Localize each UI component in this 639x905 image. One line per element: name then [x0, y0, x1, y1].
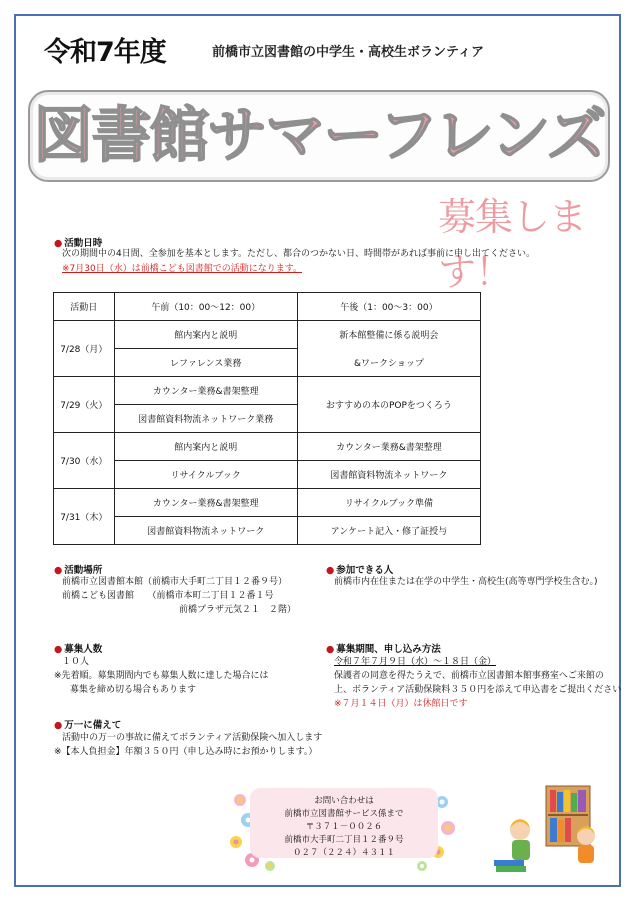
contact-line: 〒３７１－００２６: [305, 822, 383, 832]
date-cell: 7/29（火）: [54, 377, 115, 433]
activity-date-note: ※7月30日（水）は前橋こども図書館での活動になります。: [62, 264, 303, 274]
am-cell: 館内案内と説明: [114, 433, 297, 461]
bullet-icon: ●: [54, 720, 63, 731]
place-line: 前橋プラザ元気２１ ２階）: [179, 605, 297, 615]
eligible-heading-text: 参加できる人: [336, 565, 394, 576]
place-line: 前橋市立図書館本館（前橋市大手町二丁目１２番９号）: [62, 577, 288, 587]
insurance-heading: [54, 717, 121, 731]
activity-date-text: 次の期間中の4日間、全参加を基本とします。ただし、都合のつかない日、時間帯があれば事前に申し出てください。: [62, 249, 536, 259]
pm-cell: リサイクルブック準備: [297, 489, 480, 517]
date-cell: 7/28（月）: [54, 321, 115, 377]
capacity-count: １０人: [62, 657, 90, 667]
place-line: 前橋こども図書館 （前橋市本町二丁目１２番１号: [62, 591, 274, 601]
insurance-text: 活動中の万一の事故に備えてボランティア活動保険へ加入します: [62, 733, 323, 743]
bullet-icon: ●: [54, 644, 63, 655]
apply-heading-text: 募集期間、申し込み方法: [336, 644, 441, 655]
table-row: [54, 433, 481, 461]
pm-cell: カウンター業務&書架整理: [297, 433, 480, 461]
subtitle: 前橋市立図書館の中学生・高校生ボランティア: [212, 45, 484, 60]
book-stack-icon: [494, 860, 526, 872]
am-cell: 館内案内と説明: [114, 321, 297, 349]
contact-line: 前橋市大手町二丁目１２番９号: [284, 835, 404, 845]
capacity-heading: [54, 641, 102, 655]
insurance-heading-text: 万一に備えて: [64, 720, 122, 731]
table-row: [54, 517, 481, 545]
pm-cell: アンケート記入・修了証授与: [297, 517, 480, 545]
table-header-row: [54, 293, 481, 321]
insurance-fee: ※【本人負担金】年額３５０円（申し込み時にお預かりします。）: [54, 747, 318, 757]
table-row: [54, 377, 481, 405]
capacity-note: ※先着順。募集期間内でも募集人数に達した場合には: [54, 671, 269, 681]
pm-cell: &ワークショップ: [297, 349, 480, 377]
table-row: [54, 321, 481, 349]
am-cell: カウンター業務&書架整理: [114, 377, 297, 405]
table-row: [54, 489, 481, 517]
apply-heading: [326, 641, 441, 655]
apply-method: 上、ボランティア活動保険料３５０円を添えて申込書をご提出ください: [334, 685, 622, 695]
pm-cell: おすすめの本のPOPをつくろう: [297, 377, 480, 433]
pm-cell: 図書館資料物流ネットワーク: [297, 461, 480, 489]
main-title: 図書館サマーフレンズ: [33, 101, 605, 171]
place-heading-text: 活動場所: [64, 565, 103, 576]
bullet-icon: ●: [54, 238, 63, 249]
am-cell: リサイクルブック: [114, 461, 297, 489]
bullet-icon: ●: [326, 644, 335, 655]
am-cell: レファレンス業務: [114, 349, 297, 377]
am-cell: 図書館資料物流ネットワーク: [114, 517, 297, 545]
contact-phone: ０２７（２２４）４３１１: [292, 848, 395, 858]
date-cell: 7/30（水）: [54, 433, 115, 489]
apply-period: 令和７年７月９日（水）～１８日（金）: [334, 657, 497, 667]
contact-line: 前橋市立図書館サービス係まで: [284, 809, 404, 819]
capacity-heading-text: 募集人数: [64, 644, 103, 655]
kids-reading-illustration: [490, 780, 608, 878]
contact-box: [250, 788, 438, 858]
pm-cell: 新本館整備に係る説明会: [297, 321, 480, 349]
eligible-text: 前橋市内在住または在学の中学生・高校生(高等専門学校生含む。): [334, 577, 598, 587]
apply-closed-note: ※７月１４日（月）は休館日です: [334, 699, 468, 709]
header-cell: 活動日: [54, 293, 115, 321]
bullet-icon: ●: [326, 565, 335, 576]
title-banner: [28, 90, 610, 182]
apply-method: 保護者の同意を得たうえで、前橋市立図書館本館事務室へご来館の: [334, 671, 604, 681]
capacity-note: 募集を締め切る場合もあります: [70, 685, 197, 695]
table-row: [54, 461, 481, 489]
fiscal-year: 令和7年度: [44, 37, 166, 68]
bullet-icon: ●: [54, 565, 63, 576]
schedule-table: [53, 292, 481, 545]
am-cell: 図書館資料物流ネットワーク業務: [114, 405, 297, 433]
place-heading: [54, 562, 102, 576]
recruit-text: 募集します！: [438, 195, 587, 294]
eligible-heading: [326, 562, 393, 576]
header-cell: 午前（10：00～12：00）: [114, 293, 297, 321]
contact-line: お問い合わせは: [314, 796, 374, 806]
am-cell: カウンター業務&書架整理: [114, 489, 297, 517]
header-cell: 午後（1：00～3：00）: [297, 293, 480, 321]
date-cell: 7/31（木）: [54, 489, 115, 545]
activity-date-heading-text: 活動日時: [64, 238, 103, 249]
table-row: [54, 349, 481, 377]
